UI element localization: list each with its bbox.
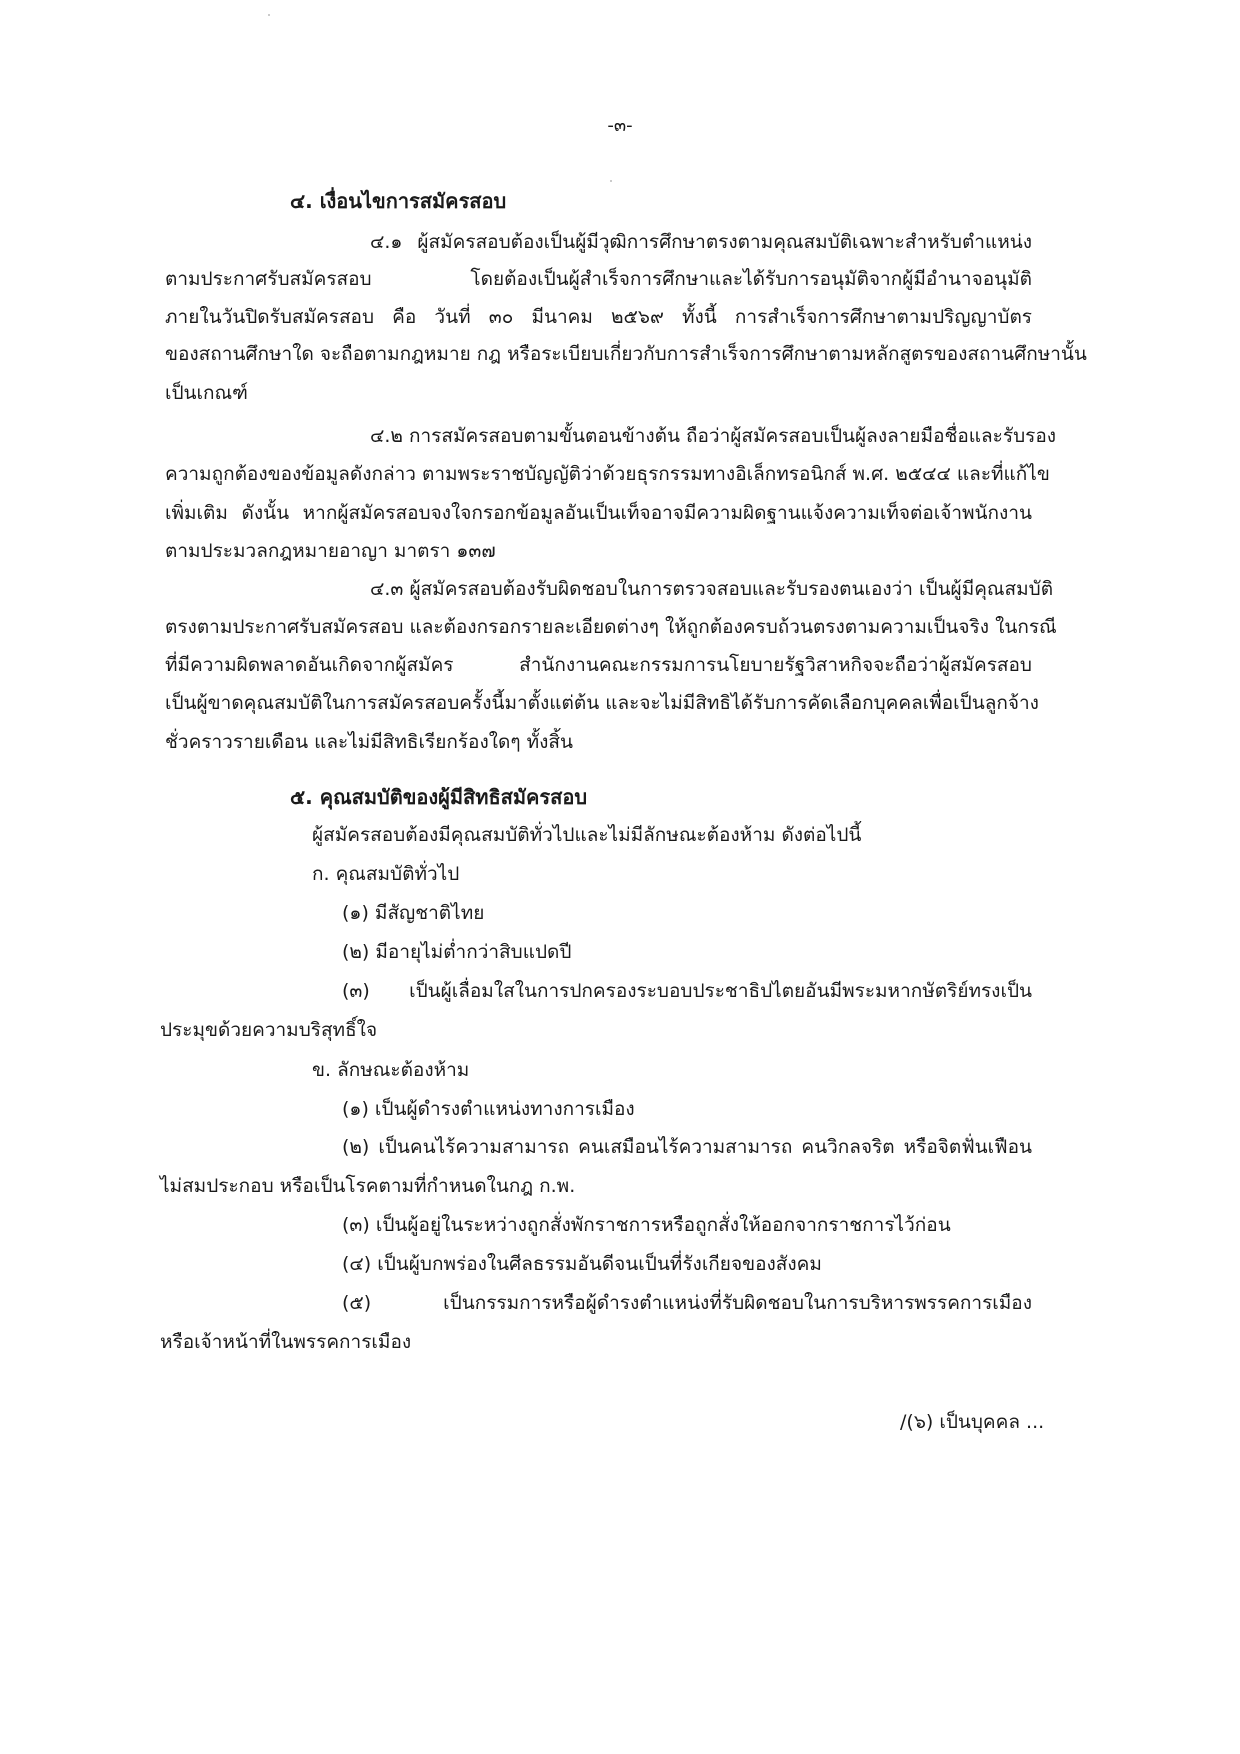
para-4-2-line-1: ๔.๒ การสมัครสอบตามขั้นตอนข้างต้น ถือว่าผู้สมัครสอบเป็นผู้ลงลายมือชื่อและรับรอง <box>370 425 1057 447</box>
scan-speck <box>268 14 270 16</box>
para-4-3-line-2: ตรงตามประกาศรับสมัครสอบ และต้องกรอกรายละเอียดต่างๆ ให้ถูกต้องครบถ้วนตรงตามความเป็นจริง ในกรณี <box>165 616 1057 638</box>
general-item-1: (๑) มีสัญชาติไทย <box>342 902 485 924</box>
scan-speck <box>610 180 612 182</box>
prohibited-item-2-continued: ไม่สมประกอบ หรือเป็นโรคตามที่กำหนดในกฎ ก.พ. <box>160 1175 576 1197</box>
section-4-heading: ๔. เงื่อนไขการสมัครสอบ <box>290 189 507 213</box>
para-4-3-line-3: ที่มีความผิดพลาดอันเกิดจากผู้สมัคร สำนักงานคณะกรรมการนโยบายรัฐวิสาหกิจจะถือว่าผู้สมัครสอบ <box>165 654 1032 676</box>
para-4-1-line-4: ของสถานศึกษาใด จะถือตามกฎหมาย กฎ หรือระเบียบเกี่ยวกับการสำเร็จการศึกษาตามหลักสูตรของสถานศึกษานั้น <box>165 343 1087 365</box>
prohibited-item-5: (๕) เป็นกรรมการหรือผู้ดำรงตำแหน่งที่รับผิดชอบในการบริหารพรรคการเมือง <box>342 1292 1032 1314</box>
para-4-1-line-3: ภายในวันปิดรับสมัครสอบ คือ วันที่ ๓๐ มีนาคม ๒๕๖๙ ทั้งนี้ การสำเร็จการศึกษาตามปริญญาบัตร <box>165 306 1032 328</box>
section-5-intro: ผู้สมัครสอบต้องมีคุณสมบัติทั่วไปและไม่มีลักษณะต้องห้าม ดังต่อไปนี้ <box>312 824 862 846</box>
para-4-3-line-1: ๔.๓ ผู้สมัครสอบต้องรับผิดชอบในการตรวจสอบและรับรองตนเองว่า เป็นผู้มีคุณสมบัติ <box>370 578 1054 600</box>
prohibited-item-3: (๓) เป็นผู้อยู่ในระหว่างถูกสั่งพักราชการหรือถูกสั่งให้ออกจากราชการไว้ก่อน <box>342 1214 951 1236</box>
prohibited-item-2: (๒) เป็นคนไร้ความสามารถ คนเสมือนไร้ความสามารถ คนวิกลจริต หรือจิตฟั่นเฟือน <box>342 1136 1032 1158</box>
para-4-1-line-1: ๔.๑ ผู้สมัครสอบต้องเป็นผู้มีวุฒิการศึกษาตรงตามคุณสมบัติเฉพาะสำหรับตำแหน่ง <box>370 231 1032 253</box>
general-item-2: (๒) มีอายุไม่ต่ำกว่าสิบแปดปี <box>342 941 572 963</box>
general-qualifications-title: ก. คุณสมบัติทั่วไป <box>312 863 460 885</box>
para-4-2-line-4: ตามประมวลกฎหมายอาญา มาตรา ๑๓๗ <box>165 540 496 562</box>
prohibited-item-5-continued: หรือเจ้าหน้าที่ในพรรคการเมือง <box>160 1331 412 1353</box>
para-4-2-line-3: เพิ่มเติม ดังนั้น หากผู้สมัครสอบจงใจกรอกข้อมูลอันเป็นเท็จอาจมีความผิดฐานแจ้งความเท็จต่อเจ้าพนักงาน <box>165 502 1032 524</box>
section-5-heading: ๕. คุณสมบัติของผู้มีสิทธิสมัครสอบ <box>290 785 588 809</box>
para-4-2-line-2: ความถูกต้องของข้อมูลดังกล่าว ตามพระราชบัญญัติว่าด้วยธุรกรรมทางอิเล็กทรอนิกส์ พ.ศ. ๒๕๔๔ และที่แก้ไข <box>165 463 1050 485</box>
continuation-note: /(๖) เป็นบุคคล ... <box>900 1411 1045 1433</box>
prohibited-item-4: (๔) เป็นผู้บกพร่องในศีลธรรมอันดีจนเป็นที่รังเกียจของสังคม <box>342 1253 822 1275</box>
para-4-3-line-4: เป็นผู้ขาดคุณสมบัติในการสมัครสอบครั้งนี้มาตั้งแต่ต้น และจะไม่มีสิทธิได้รับการคัดเลือกบุคคลเพื่อเป็นลูกจ้าง <box>165 692 1039 714</box>
prohibited-title: ข. ลักษณะต้องห้าม <box>312 1059 470 1081</box>
para-4-3-line-5: ชั่วคราวรายเดือน และไม่มีสิทธิเรียกร้องใดๆ ทั้งสิ้น <box>165 731 573 753</box>
general-item-3: (๓) เป็นผู้เลื่อมใสในการปกครองระบอบประชาธิปไตยอันมีพระมหากษัตริย์ทรงเป็น <box>342 980 1032 1002</box>
prohibited-item-1: (๑) เป็นผู้ดำรงตำแหน่งทางการเมือง <box>342 1098 635 1120</box>
para-4-1-line-2: ตามประกาศรับสมัครสอบ โดยต้องเป็นผู้สำเร็จการศึกษาและได้รับการอนุมัติจากผู้มีอำนาจอนุมัติ <box>165 268 1032 290</box>
para-4-1-line-5: เป็นเกณฑ์ <box>165 382 248 404</box>
general-item-3-continued: ประมุขด้วยความบริสุทธิ์ใจ <box>160 1019 378 1041</box>
page-number: -๓- <box>607 115 633 136</box>
